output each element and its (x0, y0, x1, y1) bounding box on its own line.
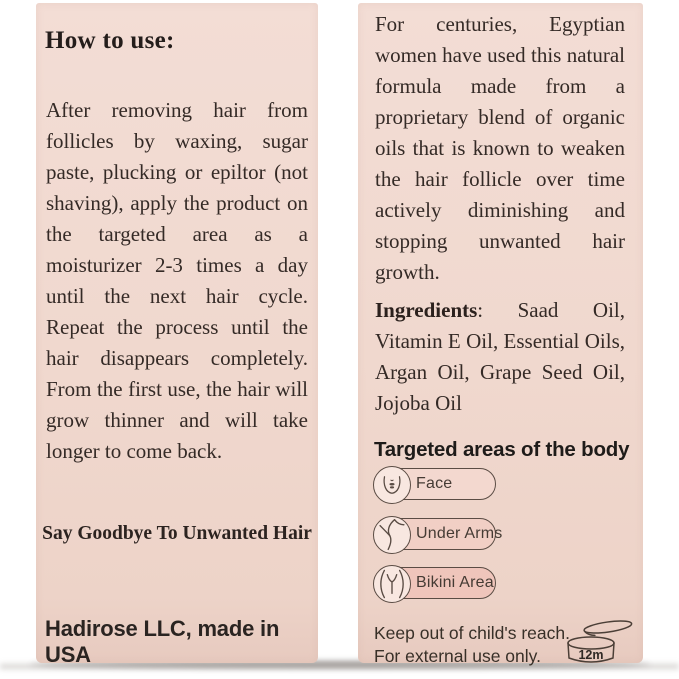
area-pill-face (373, 466, 505, 504)
product-story-text: For centuries, Egyptian women have used this natural formula made from a proprietary blend of organic oils that is known to weaken the hair follicle over time actively diminishing and stopping unwanted hair growth. (375, 12, 625, 284)
right-package-panel (358, 3, 643, 666)
bikini-icon (373, 565, 411, 603)
ingredients-label: Ingredients (375, 298, 478, 322)
ingredients-list: : Saad Oil, Vitamin E Oil, Essential Oils, Argan Oil, Grape Seed Oil, Jojoba Oil (375, 298, 625, 415)
targeted-areas-heading: Targeted areas of the body (374, 438, 630, 461)
face-icon (373, 466, 411, 504)
usage-instructions-text: After removing hair from follicles by waxing, sugar paste, plucking or epiltor (not shaving), apply the product on the targeted area as a moisturizer 2-3 times a day until the next hair cycle. Repeat the process until the hair disappears completely. From the first use, the hair will grow thinner and will take longer to come back. (46, 98, 308, 463)
area-label-underarms: Under Arms (416, 525, 503, 542)
tagline-text: Say Goodbye To Unwanted Hair (42, 523, 312, 544)
underarms-icon (373, 516, 411, 554)
open-jar-pao-icon (564, 617, 640, 672)
caution-text (374, 622, 570, 668)
left-package-panel (36, 3, 318, 667)
ingredients-text (375, 295, 625, 419)
area-label-face: Face (416, 475, 453, 492)
area-pill-underarms (373, 516, 505, 554)
area-pill-bikini (373, 565, 505, 603)
pao-duration-label: 12m (578, 648, 604, 662)
how-to-use-heading: How to use: (45, 27, 175, 54)
caution-line-1: Keep out of child's reach. (374, 623, 570, 643)
caution-line-2: For external use only. (374, 646, 541, 666)
manufacturer-text: Hadirose LLC, made in USA (45, 616, 280, 667)
area-label-bikini: Bikini Area (416, 574, 494, 591)
